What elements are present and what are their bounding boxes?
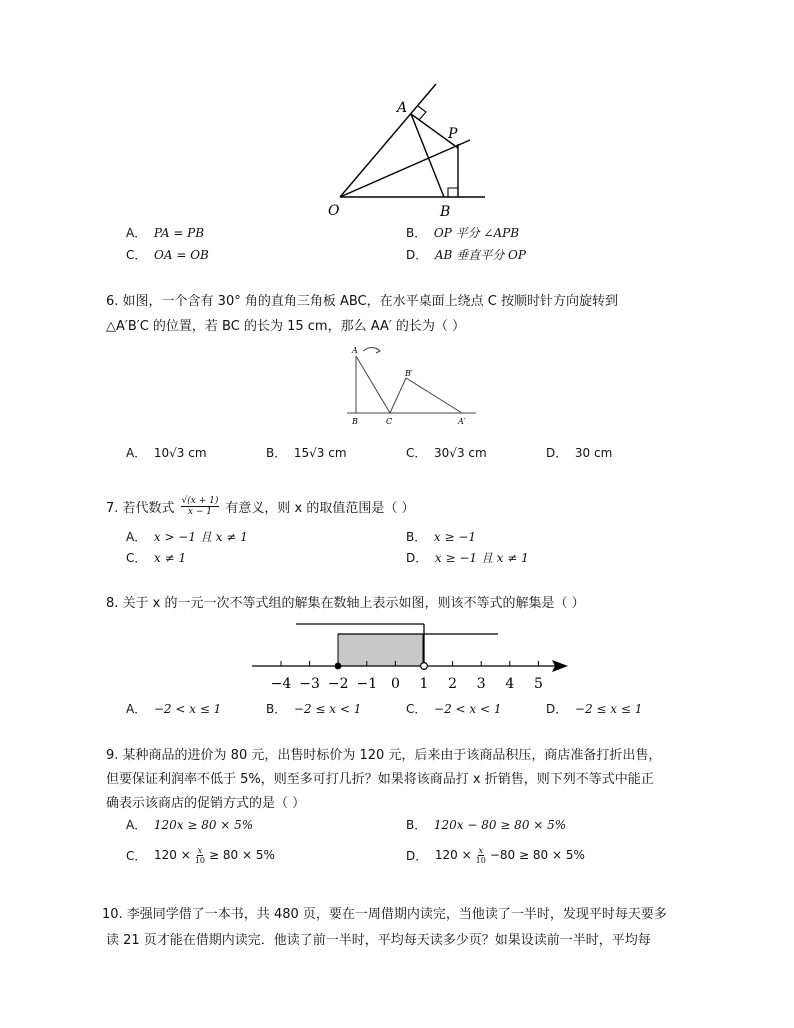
- q7-option-a-text: x > −1 且 x ≠ 1: [153, 530, 248, 544]
- point-label-p: P: [448, 126, 458, 142]
- fig6-label-a: A: [352, 346, 358, 355]
- q9-stem-line-3: 确表示该商店的促销方式的是（ ）: [106, 796, 306, 811]
- q9-option-c-post: ≥ 80 × 5%: [209, 848, 275, 862]
- axis-tick-label: 5: [533, 676, 543, 692]
- fig6-label-a-prime: A′: [458, 417, 466, 426]
- q7-stem-suffix: 有意义，则 x 的取值范围是（ ）: [225, 500, 415, 516]
- q9-option-d-key: D．: [406, 848, 428, 863]
- q6-option-b-key: B．: [266, 446, 287, 460]
- q5-geometry-figure: [320, 80, 500, 225]
- q9-option-a: [126, 816, 253, 833]
- q6-option-a-text: 10√3 cm: [153, 446, 207, 460]
- q9-option-b: [406, 816, 566, 833]
- q5-option-a-key: A．: [126, 226, 147, 240]
- q6-option-d-text: 30 cm: [574, 446, 613, 460]
- q7-stem-prefix: 7. 若代数式: [106, 500, 175, 516]
- q7-option-a: [126, 528, 248, 545]
- open-endpoint: [421, 663, 428, 670]
- q9-stem-line-1: 9. 某种商品的进价为 80 元，出售时标价为 120 元，后来由于该商品积压，商店准备打折出售，: [106, 748, 662, 763]
- q5-option-c: [126, 246, 209, 263]
- q8-option-d-key: D．: [546, 702, 568, 716]
- q6-option-c-text: 30√3 cm: [434, 446, 487, 460]
- axis-tick-label: 2: [448, 676, 458, 692]
- q7-fraction-numerator: √(x + 1): [181, 495, 219, 506]
- q6-rotation-figure: [342, 342, 482, 432]
- q9-option-b-text: 120x − 80 ≥ 80 × 5%: [433, 818, 567, 832]
- q9-option-a-text: 120x ≥ 80 × 5%: [153, 818, 254, 832]
- q5-option-a: [126, 224, 204, 241]
- q6-option-d-key: D．: [546, 446, 568, 460]
- q8-number-line: [250, 618, 580, 696]
- q5-option-d: [406, 246, 526, 263]
- axis-tick-label: −3: [299, 676, 320, 692]
- axis-tick-label: −2: [327, 676, 349, 692]
- q6-option-d: [546, 444, 612, 461]
- q5-option-b: [406, 224, 519, 241]
- axis-tick-label: 0: [390, 676, 400, 692]
- q8-option-b-text: −2 ≤ x < 1: [293, 702, 362, 716]
- q8-option-d: [546, 700, 642, 717]
- q9-option-d-post: −80 ≥ 80 × 5%: [489, 848, 585, 862]
- triangle-a2b2c: [390, 378, 462, 413]
- q8-option-a: [126, 700, 221, 717]
- closed-endpoint: [335, 663, 342, 670]
- fig6-label-b-prime: B′: [405, 369, 413, 378]
- axis-tick-label: 4: [505, 676, 515, 692]
- q7-option-d-key: D．: [406, 551, 428, 565]
- q6-option-b: [266, 444, 347, 461]
- q9-option-d: [406, 842, 585, 868]
- q6-option-c-key: C．: [406, 446, 427, 460]
- q9-option-d-numerator: x: [478, 845, 484, 855]
- right-angle-mark-a: [418, 106, 426, 120]
- axis-tick-label: −1: [356, 676, 378, 692]
- axis-tick-label: 1: [419, 676, 429, 692]
- solution-shading: [338, 634, 423, 666]
- q9-option-a-key: A．: [126, 818, 147, 832]
- q6-option-b-text: 15√3 cm: [293, 446, 347, 460]
- q6-option-a-key: A．: [126, 446, 147, 460]
- q8-option-a-text: −2 < x ≤ 1: [153, 702, 222, 716]
- axis-tick-label: −4: [270, 676, 292, 692]
- q5-option-c-key: C．: [126, 248, 147, 262]
- q9-option-d-fraction: [476, 846, 486, 865]
- q7-option-c: [126, 549, 186, 566]
- q8-option-d-text: −2 ≤ x ≤ 1: [574, 702, 643, 716]
- q7-option-b-text: x ≥ −1: [433, 530, 477, 544]
- q9-option-c-pre: 120 ×: [154, 848, 191, 862]
- q8-option-b: [266, 700, 361, 717]
- q6-option-c: [406, 444, 487, 461]
- q5-option-b-key: B．: [406, 226, 427, 240]
- q7-fraction-denominator: x − 1: [187, 506, 212, 517]
- q10-stem-line-1: 10. 李强同学借了一本书，共 480 页，要在一周借期内读完，当他读了一半时，发现平时每天要多: [102, 907, 667, 922]
- q9-option-d-pre: 120 ×: [434, 848, 472, 862]
- q9-option-c-numerator: x: [197, 845, 203, 855]
- right-angle-mark-b: [448, 188, 458, 197]
- q5-option-d-text: AB 垂直平分 OP: [434, 248, 526, 262]
- q6-stem-line-1: 6. 如图，一个含有 30° 角的直角三角板 ABC，在水平桌面上绕点 C 按顺时针方向旋转到: [106, 294, 618, 309]
- q6-option-a: [126, 444, 207, 461]
- q7-option-d-text: x ≥ −1 且 x ≠ 1: [434, 551, 529, 565]
- q8-option-c-text: −2 < x < 1: [434, 702, 502, 716]
- q5-option-b-text: OP 平分 ∠APB: [433, 226, 520, 240]
- q9-option-d-denominator: 10: [475, 855, 486, 865]
- q5-option-d-key: D．: [406, 248, 428, 262]
- q7-option-a-key: A．: [126, 530, 147, 544]
- q5-option-a-text: PA = PB: [153, 226, 205, 240]
- q9-option-c: [126, 842, 275, 868]
- q9-option-c-fraction: [195, 846, 205, 865]
- triangle-abc: [356, 356, 390, 413]
- q8-option-c: [406, 700, 502, 717]
- point-label-o: O: [328, 203, 340, 219]
- q8-option-a-key: A．: [126, 702, 147, 716]
- q9-option-c-key: C．: [126, 848, 147, 863]
- q7-option-c-key: C．: [126, 551, 147, 565]
- q7-fraction: [181, 496, 220, 517]
- q7-option-b-key: B．: [406, 530, 427, 544]
- q7-option-c-text: x ≠ 1: [154, 551, 187, 565]
- q5-option-c-text: OA = OB: [154, 248, 209, 262]
- fig6-label-c: C: [386, 417, 393, 426]
- q7-stem: [106, 494, 414, 518]
- point-label-a: A: [397, 100, 408, 116]
- q8-option-b-key: B．: [266, 702, 287, 716]
- fig6-label-b: B: [352, 417, 358, 426]
- q7-option-b: [406, 528, 476, 545]
- q7-option-d: [406, 549, 529, 566]
- q6-stem-line-2: △A′B′C 的位置，若 BC 的长为 15 cm，那么 AA′ 的长为（ ）: [106, 319, 466, 334]
- point-label-b: B: [440, 204, 451, 220]
- q10-stem-line-2: 读 21 页才能在借期内读完．他读了前一半时，平均每天读多少页？如果设读前一半时，平均每: [106, 933, 651, 948]
- q9-option-b-key: B．: [406, 818, 427, 832]
- q9-stem-line-2: 但要保证利润率不低于 5%，则至多可打几折？如果将该商品打 x 折销售，则下列不等式中能正: [106, 772, 654, 787]
- q9-option-c-denominator: 10: [194, 855, 205, 865]
- q8-option-c-key: C．: [406, 702, 427, 716]
- axis-tick-label: 3: [476, 676, 486, 692]
- q8-stem: 8. 关于 x 的一元一次不等式组的解集在数轴上表示如图，则该不等式的解集是（ ）: [106, 596, 585, 611]
- axis-tick-labels: [271, 676, 543, 692]
- rotation-arrowhead: [376, 348, 380, 353]
